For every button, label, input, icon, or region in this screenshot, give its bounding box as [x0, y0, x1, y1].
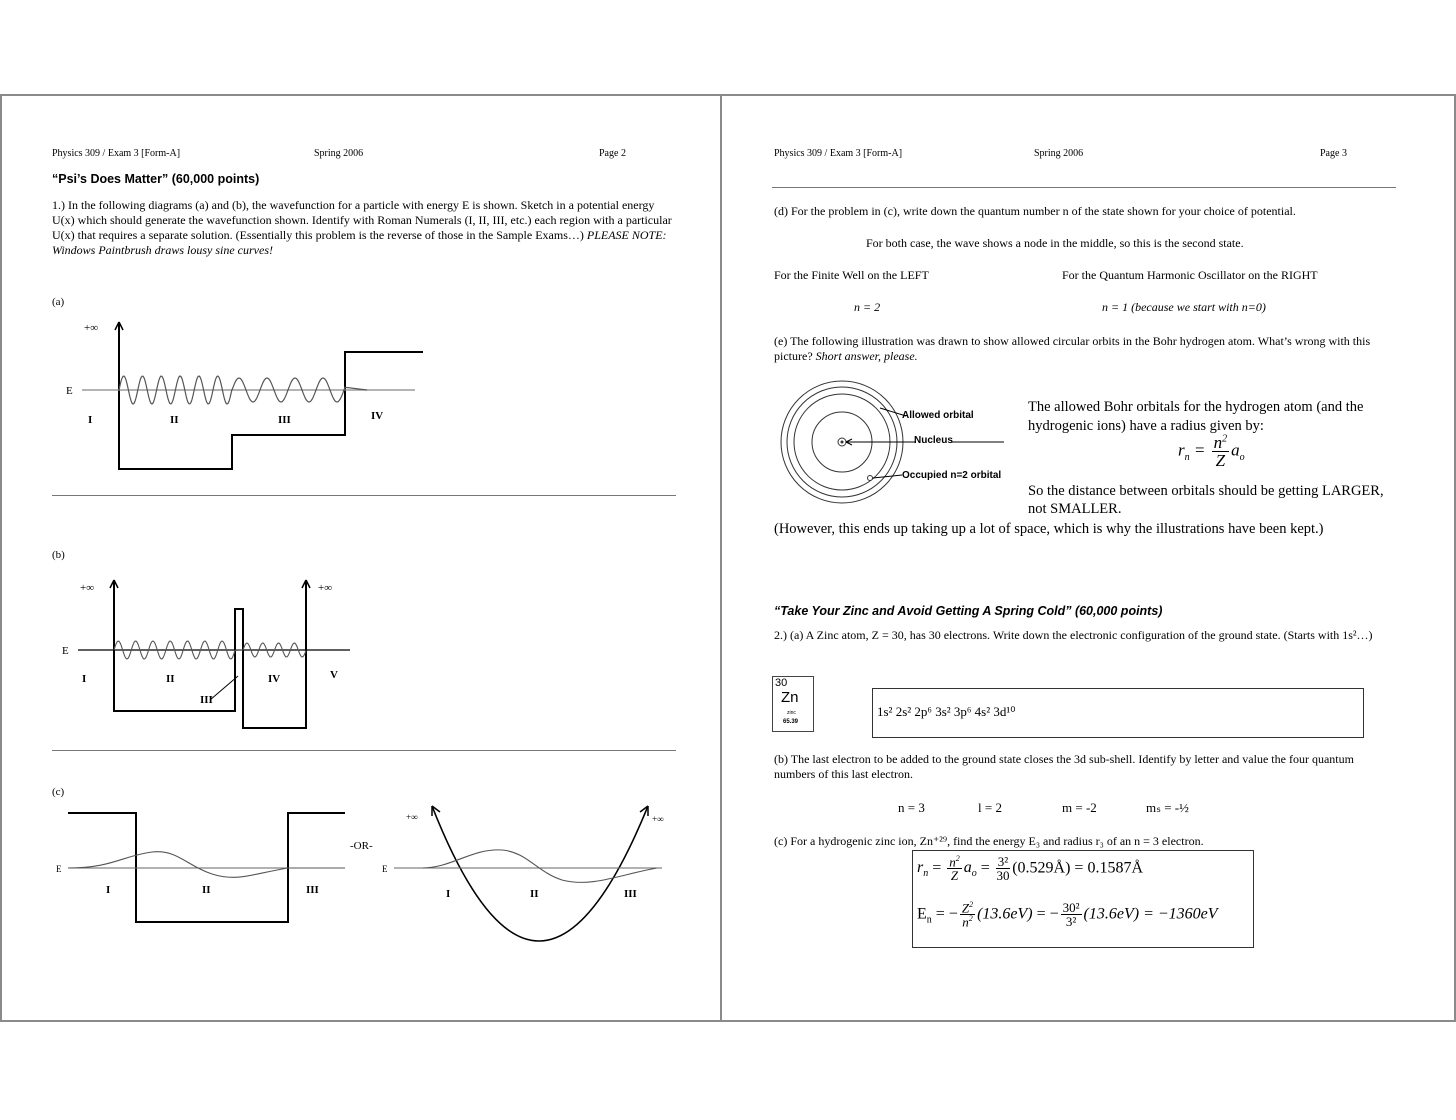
bohr-occupied-pointer [873, 475, 902, 478]
bohr-label-nucleus: Nucleus [914, 435, 953, 446]
question-d: (d) For the problem in (c), write down the quantum number n of the state shown for your choice of potential. [774, 204, 1296, 218]
zinc-name: zinc [787, 710, 796, 716]
answer-d-right-label: For the Quantum Harmonic Oscillator on the RIGHT [1062, 268, 1318, 282]
zinc-symbol: Zn [781, 689, 799, 706]
diagram-a-region-1: I [88, 414, 93, 426]
answer-e-part-3: (However, this ends up taking up a lot of space, which is why the illustrations have been kept.) [774, 521, 1324, 537]
diagram-a-region-4: IV [371, 410, 384, 422]
energy-formula: $E_n$ = − $\frac{Z^2}{n^2}$ (13.6eV) = − $\frac{\text{30²}}{\text{3²}}$ (13.6eV) = −1360eV [917, 900, 1218, 930]
problem-1-title: “Psi’s Does Matter” (60,000 points) [52, 172, 260, 186]
diagram-c-well-region-3: III [306, 884, 319, 896]
diagram-c-oscillator-region-2: II [530, 888, 539, 900]
energy-fraction-numerator: 30² [1062, 900, 1080, 916]
diagram-a-region-2: II [170, 414, 179, 426]
diagram-c-infinity-arrows [432, 806, 648, 816]
exam-page-3 [720, 94, 1456, 1022]
bohr-orbit-diagram [772, 376, 1032, 506]
answer-d-left-label: For the Finite Well on the LEFT [774, 268, 929, 282]
problem-1-statement: 1.) In the following diagrams (a) and (b), the wavefunction for a particle with energy E is shown. Sketch in a potential energy U(x) which should generate the wavefunction shown. Identify with Roman Numerals (I, II, III, etc.) each region with a particular U(x) that requires a separate solution. (Essentially this problem is the reverse of those in the Sample Exams…) [52, 198, 672, 242]
bohr-nucleus-center [841, 441, 844, 444]
zinc-mass: 65.39 [783, 719, 799, 725]
radius-formula: $r_n$ = $\frac{n^2}{Z}$ $a_o$ = $\frac{\text{3²}}{30}$ (0.529Å) = 0.1587Å [917, 854, 1143, 884]
problem-2a-question: 2.) (a) A Zinc atom, Z = 30, has 30 electrons. Write down the electronic configuration of the ground state. (Starts with 1s²…) [774, 628, 1373, 642]
diagram-c-infinity-right: +∞ [652, 814, 664, 824]
diagram-b-energy-label: E [62, 645, 69, 657]
header-term: Spring 2006 [314, 148, 364, 159]
energy-result: = −1360eV [1143, 905, 1218, 923]
question-e [774, 334, 1394, 364]
quantum-number-l: l = 2 [978, 800, 1002, 815]
diagram-c-or-label: -OR- [350, 840, 373, 852]
bohr-radius-formula: $r_n$ = $\frac{n^2}{Z}$ $a_o$ [1178, 433, 1245, 470]
energy-rydberg-term-2: (13.6eV) [1083, 905, 1140, 923]
problem-2b-question: (b) The last electron to be added to the ground state closes the 3d sub-shell. Identify by letter and value the four quantum numbers of this last electron. [774, 752, 1354, 781]
configuration-answer-box [872, 688, 1364, 738]
diagram-c-oscillator-region-3: III [624, 888, 637, 900]
diagram-b-region-2: II [166, 673, 175, 685]
quantum-number-m: m = -2 [1062, 800, 1097, 815]
diagram-c-oscillator-region-1: I [446, 888, 451, 900]
header-course: Physics 309 / Exam 3 [Form-A] [774, 148, 903, 159]
zinc-periodic-tile [772, 676, 814, 732]
diagram-a-infinity: +∞ [84, 322, 99, 334]
problem-2c-question: (c) For a hydrogenic zinc ion, Zn⁺²⁹, find the energy E₃ and radius r₃ of an n = 3 electron. [774, 834, 1204, 848]
radius-fraction-denominator: 30 [996, 868, 1010, 884]
diagram-b-infinity-left: +∞ [80, 582, 95, 594]
diagram-c-well-region-2: II [202, 884, 211, 896]
diagram-b-region-3: III [200, 694, 213, 706]
diagram-c-energy-right: E [382, 864, 388, 874]
header-page-number: Page 2 [599, 148, 626, 159]
diagram-b-label: (b) [52, 549, 65, 561]
diagram-c-parabola [432, 806, 648, 941]
diagram-c-label: (c) [52, 786, 65, 798]
diagram-b-infinity-right: +∞ [318, 582, 333, 594]
bohr-label-allowed: Allowed orbital [902, 410, 974, 421]
electron-configuration: 1s² 2s² 2p⁶ 3s² 3p⁶ 4s² 3d¹⁰ [877, 704, 1016, 719]
question-e-text: (e) The following illustration was drawn to show allowed circular orbits in the Bohr hydrogen atom. What’s wrong with this picture? [774, 334, 1371, 363]
bohr-label-occupied: Occupied n=2 orbital [902, 470, 1002, 481]
radius-fraction-numerator: 3² [997, 854, 1009, 870]
exam-page-2 [0, 94, 722, 1022]
diagram-c-infinity-left: +∞ [406, 812, 418, 822]
answer-d-left-value: n = 2 [854, 300, 881, 314]
diagram-c-well-wavefunction [68, 852, 345, 878]
header-term: Spring 2006 [1034, 148, 1084, 159]
diagram-b-region-4: IV [268, 673, 281, 685]
header-course: Physics 309 / Exam 3 [Form-A] [52, 148, 181, 159]
diagram-a-label: (a) [52, 296, 65, 308]
header-divider [772, 187, 1396, 188]
answer-e-part-1: The allowed Bohr orbitals for the hydrogen atom (and the hydrogenic ions) have a radius given by: [1028, 399, 1364, 434]
diagram-c-well-region-1: I [106, 884, 111, 896]
energy-rydberg-term: (13.6eV) [977, 905, 1033, 923]
question-e-note: Short answer, please. [815, 349, 918, 363]
diagram-b-region-5: V [330, 669, 338, 681]
formula-box [912, 850, 1254, 948]
problem-1-note: PLEASE NOTE: Windows Paintbrush draws lousy sine curves! [52, 228, 667, 257]
diagram-b-region-1: I [82, 673, 87, 685]
quantum-number-ms: mₛ = -½ [1146, 800, 1189, 815]
answer-e-part-2: So the distance between orbitals should be getting LARGER, not SMALLER. [1028, 483, 1384, 517]
zinc-atomic-number: 30 [775, 677, 788, 689]
answer-d: For both case, the wave shows a node in the middle, so this is the second state. [866, 236, 1244, 250]
answer-d-right-value: n = 1 (because we start with n=0) [1102, 300, 1266, 314]
diagram-c-energy-left: E [56, 864, 62, 874]
problem-2-title: “Take Your Zinc and Avoid Getting A Spring Cold” (60,000 points) [774, 604, 1163, 618]
bohr-electron [868, 476, 873, 481]
radius-result: = 0.1587Å [1074, 859, 1143, 877]
diagram-a-region-3: III [278, 414, 291, 426]
diagram-c-oscillator-wavefunction [422, 850, 657, 883]
quantum-number-n: n = 3 [898, 800, 925, 815]
diagram-c-plot [2, 96, 722, 1016]
energy-fraction-denominator: 3² [1065, 914, 1077, 930]
diagram-a-energy-label: E [66, 385, 73, 397]
radius-bohr-value: (0.529Å) [1012, 859, 1071, 877]
header-page-number: Page 3 [1320, 148, 1347, 159]
